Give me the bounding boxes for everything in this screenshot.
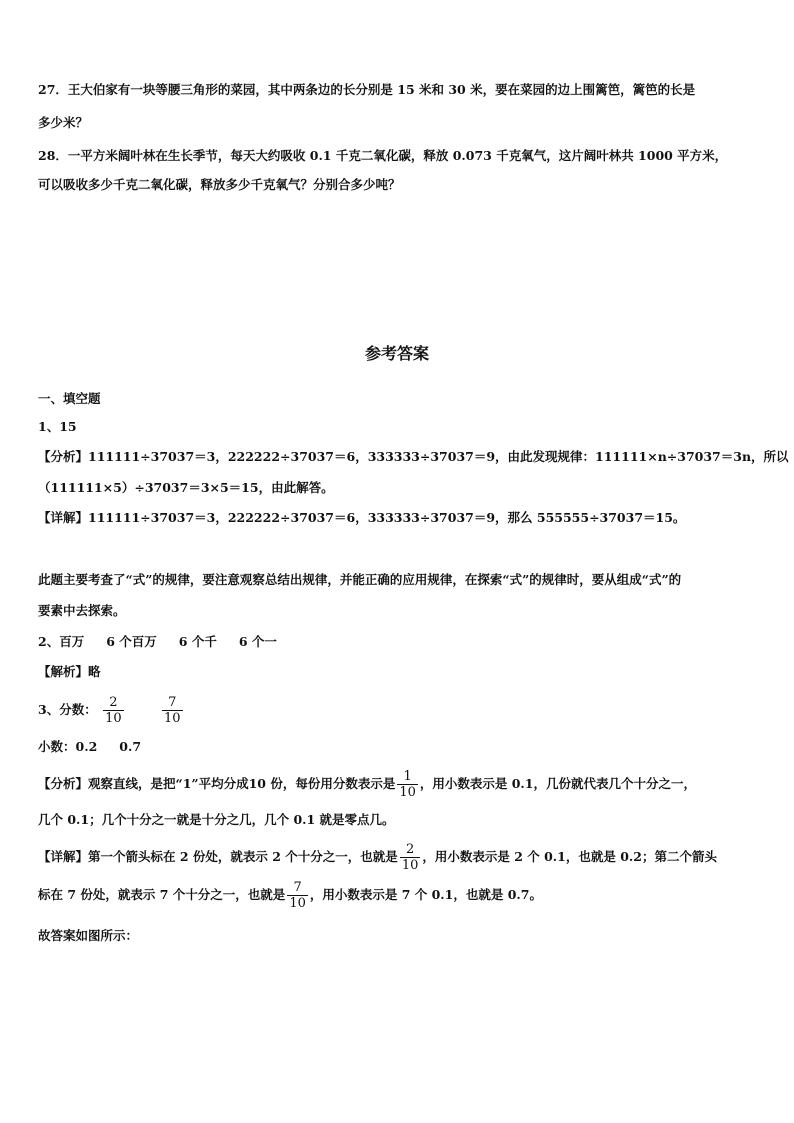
answer-3-detail-2 [38, 876, 542, 914]
detail-text: ，用小数表示是 2 个 0.1，也就是 0.2；第二个箭头 [422, 849, 717, 864]
answer-1-analysis-2: （111111×5）÷37037＝3×5＝15，由此解答。 [38, 480, 334, 495]
fraction: $\frac{2}{10}$ [401, 842, 419, 873]
decimal-label: 小数： [38, 739, 76, 754]
answer-3-prefix: 3、分数： [38, 702, 97, 717]
answer-1-note-1: 此题主要考查了“式”的规律，要注意观察总结出规律，并能正确的应用规律，在探索“式”的规律时，要从组成“式”的 [38, 572, 682, 587]
answer-3-fractions [38, 691, 185, 729]
fraction: $\frac{1}{10}$ [399, 769, 416, 800]
answer-2-part: 6 个百万 [106, 634, 157, 649]
answer-3-conclusion: 故答案如图所示： [38, 928, 139, 943]
analysis-text: 【分析】观察直线，是把“1”平均分成10 份，每份用分数表示是 [38, 776, 396, 791]
answer-1-detail: 【详解】111111÷37037＝3，222222÷37037＝6，333333÷37037＝9，那么 555555÷37037＝15。 [38, 510, 686, 525]
answer-2-part: 6 个一 [238, 634, 277, 649]
q27-line-2: 多少米？ [38, 115, 89, 130]
answer-2-part: 6 个千 [178, 634, 217, 649]
section-heading: 一、填空题 [38, 391, 101, 406]
fraction: $\frac{2}{10}$ [105, 695, 122, 726]
answer-title: 参考答案 [364, 344, 429, 363]
answer-2-analysis: 【解析】略 [38, 664, 101, 679]
answer-1-analysis-1: 【分析】111111÷37037＝3，222222÷37037＝6，333333÷37037＝9，由此发现规律：111111×n÷37037＝3n，所以 [38, 449, 789, 464]
q27-line-1: 27．王大伯家有一块等腰三角形的菜园，其中两条边的长分别是 15 米和 30 米，要在菜园的边上围篱笆，篱笆的长是 [38, 82, 696, 97]
answer-1-note-2: 要素中去探索。 [38, 603, 126, 618]
answer-3-analysis-1 [38, 765, 696, 803]
q28-line-2: 可以吸收多少千克二氧化碳，释放多少千克氧气？分别合多少吨？ [38, 177, 401, 192]
answer-3-detail-1 [38, 838, 717, 876]
decimal-value: 0.2 [75, 739, 98, 754]
detail-text: 【详解】第一个箭头标在 2 份处，就表示 2 个十分之一，也就是 [38, 849, 398, 864]
answer-2 [38, 634, 277, 650]
answer-3-decimals [38, 739, 141, 755]
q28-line-1: 28．一平方米阔叶林在生长季节，每天大约吸收 0.1 千克二氧化碳，释放 0.073 千克氧气，这片阔叶林共 1000 平方米， [38, 148, 728, 163]
detail-text: ，用小数表示是 7 个 0.1，也就是 0.7。 [309, 887, 542, 902]
decimal-value: 0.7 [119, 739, 142, 754]
fraction: $\frac{7}{10}$ [163, 695, 181, 726]
answer-2-num: 2、 [38, 634, 60, 649]
answer-1-head: 1、15 [38, 419, 77, 434]
detail-text: 标在 7 份处，就表示 7 个十分之一，也就是 [38, 887, 286, 902]
analysis-text: ，用小数表示是 0.1，几份就代表几个十分之一， [419, 776, 696, 791]
answer-2-part: 百万 [59, 634, 85, 649]
answer-3-analysis-2: 几个 0.1；几个十分之一就是十分之几，几个 0.1 就是零点几。 [38, 812, 395, 827]
fraction: $\frac{7}{10}$ [289, 880, 306, 911]
